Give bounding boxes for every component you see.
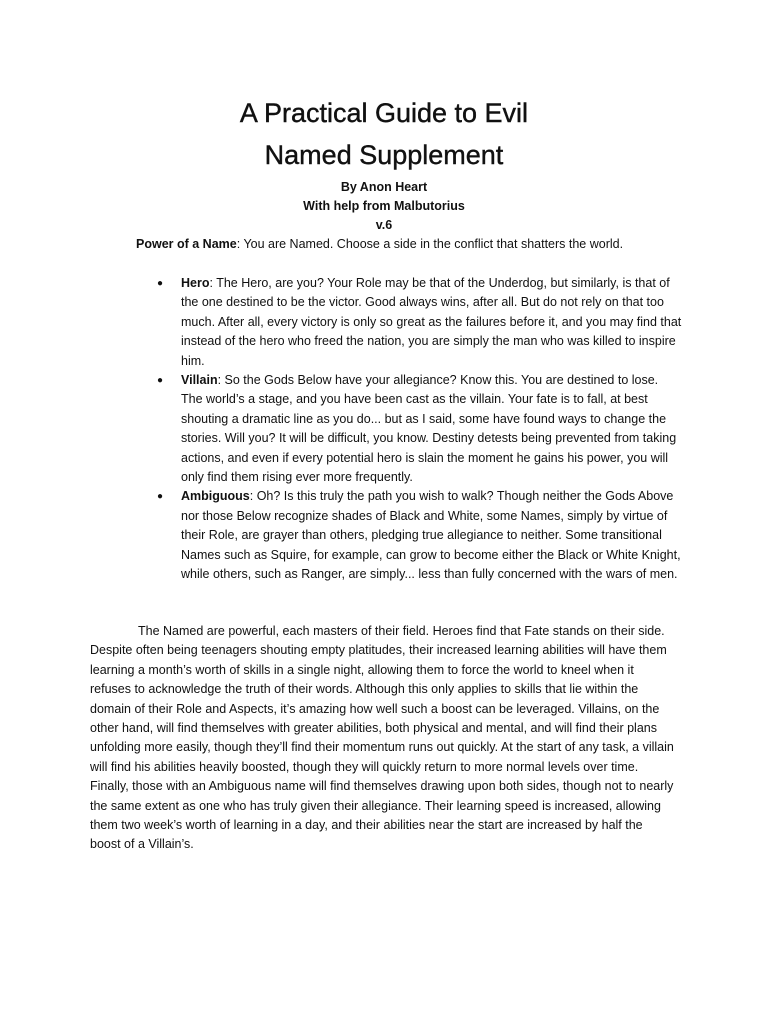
list-item-hero [156,274,682,371]
bullet-label: Hero [181,276,210,290]
bullet-icon: ● [157,375,164,387]
bullet-text: : Oh? Is this truly the path you wish to walk? Though neither the Gods Above nor those Below recognize shades of Black and White, some Names, simply by virtue of their Role, are grayer than others, pledging true allegiance to neither. Some transitional Names such as Squire, for example, can grow to become either the Black or White Knight, while others, such as Ranger, are simply... less than fully concerned with the wars of men. [181,489,681,582]
document-title-line-2: Named Supplement [264,140,504,170]
bullet-icon: ● [157,491,164,503]
intro-text: : You are Named. Choose a side in the conflict that shatters the world. [236,237,624,251]
bullet-icon: ● [157,278,164,289]
help-credit-line: With help from Malbutorius [303,199,465,213]
intro-line [136,235,696,253]
document-title-line-1: A Practical Guide to Evil [239,98,529,128]
version-line: v.6 [375,218,393,232]
list-item-villain [156,371,682,487]
allegiance-list [156,274,682,585]
author-line: By Anon Heart [340,180,428,194]
bullet-label: Villain [181,373,218,388]
intro-label: Power of a Name [136,237,237,251]
bullet-label: Ambiguous [181,489,250,504]
bullet-text: : The Hero, are you? Your Role may be that of the Underdog, but similarly, is that of the one destined to be the victor. Good always wins, after all. But do not rely on that too much. After all, every victory is only so great as the failures before it, and you may find that instead of the hero who freed the nation, you are simply the man who was killed to inspire him. [181,276,682,368]
list-item-ambiguous [156,487,682,584]
bullet-text: : So the Gods Below have your allegiance? Know this. You are destined to lose. The world’s a stage, and you have been cast as the villain. Your fate is to fall, at best shouting a dramatic line as you do... but as I said, some have found ways to change the stories. Will you? It will be difficult, you know. Destiny detests being prevented from taking actions, and even if every potential hero is slain the moment he gains his power, you will only find them rising ever more frequently. [181,373,677,485]
named-powers-paragraph: The Named are powerful, each masters of their field. Heroes find that Fate stands on their side. Despite often being teenagers shouting empty platitudes, their increased learning abilities will have them learning a month’s worth of skills in a single night, allowing them to force the world to kneel when it refuses to acknowledge the truth of their words. Although this only applies to skills that lie within the domain of their Role and Aspects, it’s amazing how well such a boost can be leveraged. Villains, on the other hand, will find themselves with greater abilities, both physical and mental, and will find their plans unfolding more easily, though they’ll find their momentum runs out quickly. At the start of any task, a villain will find his abilities heavily boosted, though they will quickly return to more normal levels over time. Finally, those with an Ambiguous name will find themselves drawing upon both sides, though not to nearly the same extent as one who has truly given their allegiance. Their learning speed is increased, allowing them two week’s worth of learning in a day, and their abilities near the start are increased by half the boost of a Villain’s. [90,624,674,852]
